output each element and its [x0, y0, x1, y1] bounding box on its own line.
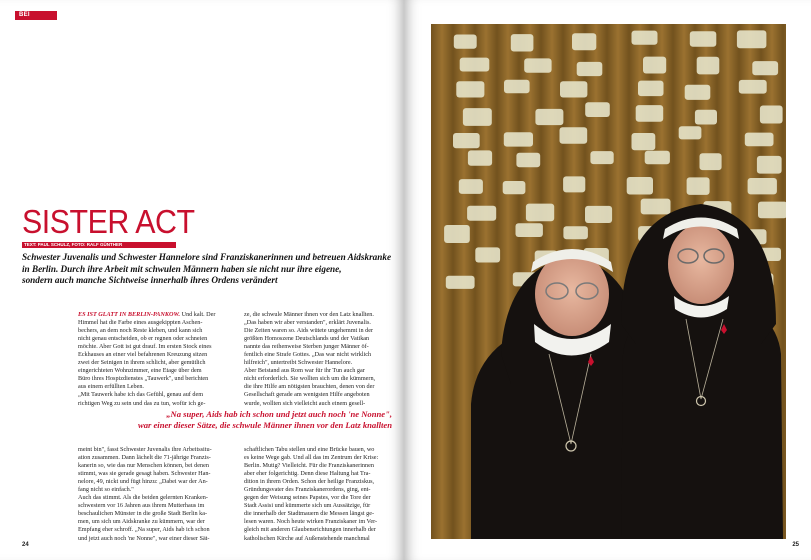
body-line: „Das haben wir aber verstanden", erklärt Juvenalis. [244, 319, 371, 327]
plaque [524, 58, 551, 72]
body-text: Und kalt. Der [180, 311, 216, 318]
plaque [690, 31, 717, 46]
body-line: schaftlichen Tabu stellen und eine Brücke bauen, wo [244, 446, 375, 453]
pull-quote [120, 409, 392, 431]
body-line: gegen der Weisung seines Papstes, vor die Tore der [244, 494, 371, 502]
body-line: größten Homoszene Deutschlands und der Vatikan [244, 335, 370, 343]
plaque [638, 81, 664, 97]
plaque [748, 178, 777, 194]
body-line: Eckhauses an einer viel befahrenen Kreuzung sitzen [78, 351, 208, 359]
plaque [560, 81, 587, 97]
plaque [641, 199, 671, 215]
plaque [590, 151, 613, 164]
plaque [511, 34, 534, 51]
plaque [467, 206, 496, 221]
plaque [535, 109, 563, 125]
plaque [577, 62, 603, 76]
body-line: zwei der Seinigen in ihrem schlicht, aber gemütlich [78, 359, 206, 367]
body-line: fentlich eine Strafe Gottes. „Das war nicht wirklich [244, 351, 372, 359]
pull-quote-line: „Na super, Aids hab ich schon und jetzt auch noch 'ne Nonne", [166, 409, 392, 419]
body-line: Empfang eher schroff. „Na super, Aids hab ich schon [78, 526, 210, 534]
article-lead [22, 252, 392, 287]
plaque [503, 181, 526, 194]
plaque [752, 61, 778, 75]
body-line: nicht erforderlich. Sie wollten sich um die kümmern, [244, 375, 376, 383]
body-line: dition in ihrem Orden. Schon der heilige Franziskus, [244, 478, 375, 486]
plaque [700, 153, 722, 170]
plaque [585, 206, 612, 223]
body-line [78, 311, 234, 319]
plaque [504, 132, 533, 146]
plaque [444, 225, 470, 243]
plaque [685, 85, 711, 100]
plaque [687, 177, 710, 195]
body-line: Büro ihres Hospizdienstes „Tauwerk", und berichten [78, 375, 209, 383]
right-nun [621, 204, 783, 539]
plaque [632, 133, 656, 150]
plaque [636, 105, 664, 122]
plaque [572, 33, 596, 50]
body-line: möchte. Aber Gott ist gut drauf. Im ersten Stock eines [78, 343, 212, 351]
article-headline: SISTER ACT [22, 203, 195, 240]
left-page [0, 0, 404, 560]
lead-line: sondern auch manche Sichtweise innerhalb ihres Ordens verändert [22, 275, 278, 286]
body-line: beschaulichen Münster in die große Stadt Berlin ka- [78, 510, 208, 518]
body-line: stimmt, was sie gerade gesagt haben. Schwester Han- [78, 470, 211, 478]
body-line: gleich mit anderen Glaubensrichtungen innerhalb der [244, 526, 376, 534]
body-column-3 [78, 446, 234, 543]
plaque [468, 150, 492, 165]
body-line: eingerichteten Wohnzimmer, eine Etage über dem [78, 367, 202, 375]
lede-opener: ES IST GLATT IN BERLIN-PANKOW. [78, 311, 181, 318]
plaque [446, 276, 475, 289]
body-line: Die Zeiten waren so. Aids wütete ungehemmt in der [244, 327, 374, 335]
body-line: fang nicht so einfach." [78, 486, 134, 494]
plaque [739, 80, 767, 94]
body-line: die ihre Hilfe am nötigsten brauchten, denen von der [244, 383, 375, 391]
body-column-1 [78, 311, 234, 408]
plaque [697, 57, 720, 75]
plaque [695, 110, 717, 125]
body-line: Stadt Assisi und kümmerte sich um Aussätzige, für [244, 502, 371, 510]
plaque [459, 179, 483, 194]
plaque [526, 204, 554, 222]
body-line: ze, die schwule Männer ihnen vor den Latz knallten. [244, 311, 374, 318]
author-credit: TEXT: PAUL SCHULZ, FOTO: RALF GÜNTHER [22, 242, 176, 248]
body-line: meint bin", fasst Schwester Juvenalis ihre Arbeitssitu- [78, 446, 212, 453]
body-line: aus einem erfüllten Leben. [78, 383, 144, 391]
plaque [757, 156, 782, 174]
body-line: Gründungsvater des Franziskanerordens, ging, ent- [244, 486, 371, 494]
body-line: Berlin. Mutig? Vielleicht. Für die Franziskanerinnen [244, 462, 374, 470]
plaque [679, 126, 702, 139]
plaque [632, 31, 658, 45]
plaque [454, 35, 477, 49]
body-line: Auch das stimmt. Als die beiden gelernten Kranken- [78, 494, 208, 502]
plaque [504, 80, 530, 94]
lead-line: Schwester Juvenalis und Schwester Hannelore sind Franziskanerinnen und betreuen Aidskranke [22, 252, 392, 262]
body-line: wurde, wollten sich vielleicht auch einem gesell- [244, 399, 366, 407]
body-line: nannte das reihenweise Sterben junger Männer öf- [244, 343, 369, 351]
plaque [475, 247, 500, 262]
body-line: nelore, 49, nickt und fügt hinzu: „Dabei war der An- [78, 478, 208, 486]
plaque [758, 202, 786, 219]
body-line: und jetzt auch noch 'ne Nonne", war einer dieser Sät- [78, 534, 210, 542]
body-line: die innerhalb der Stadtmauern die Messen längst ge- [244, 510, 375, 518]
plaque [460, 58, 490, 72]
body-line: Himmel hat die Farbe eines ausgekippten Aschen- [78, 319, 203, 327]
page-number-left: 24 [22, 542, 29, 548]
plaque [737, 30, 767, 48]
photo-illustration [431, 24, 786, 539]
body-line: es keine Wege gab. Und all das im Zentrum der Krise: [244, 454, 379, 462]
body-line: richtigen Weg zu sein und das zu tun, wofür ich ge- [78, 399, 206, 407]
body-column-2 [244, 311, 400, 408]
plaque [563, 226, 588, 239]
body-column-4 [244, 446, 400, 543]
body-line: Aber Beistand aus Rom war für ihr Tun auch gar [244, 367, 365, 375]
body-line: kanerin so, wie das nur Menschen können, bei denen [78, 462, 209, 470]
page-number-right: 25 [792, 542, 799, 548]
body-line: men, um sich um Aidskranke zu kümmern, war der [78, 518, 205, 526]
body-line: lesen waren. Noch heute wirken Franziskaner im Ver- [244, 518, 378, 526]
body-line: ation zusammen. Dann lächelt die 71-jährige Franzis- [78, 454, 211, 462]
body-line: schwestern vor 16 Jahren aus ihrem Mutterhaus im [78, 502, 205, 510]
nuns-photo [431, 24, 786, 539]
lead-line: in Berlin. Durch ihre Arbeit mit schwulen Männern haben sie nicht nur ihre eigene, [22, 263, 342, 274]
plaque [645, 151, 670, 165]
plaque [627, 177, 653, 195]
plaque [453, 133, 480, 148]
section-rubric: BEI BESUCH [15, 11, 57, 20]
plaque [456, 81, 484, 97]
plaque [563, 176, 585, 192]
plaque [585, 102, 610, 117]
plaque [463, 108, 492, 126]
body-line: nicht genau entscheiden, ob er regnen oder schneien [78, 335, 208, 343]
body-line: bechers, an dem noch Reste kleben, und kann sich [78, 327, 203, 335]
plaque [516, 223, 543, 237]
body-line: katholischen Kirche auf Außenstehende manchmal [244, 534, 370, 542]
plaque [643, 57, 666, 74]
plaque [560, 127, 588, 144]
pull-quote-line: war einer dieser Sätze, die schwule Männer ihnen vor den Latz knallten [137, 420, 392, 430]
plaque [760, 106, 783, 124]
plaque [745, 133, 774, 147]
right-page [404, 0, 811, 560]
body-line: aber eher folgerichtig. Denn diese Haltung hat Tra- [244, 470, 371, 478]
plaque [516, 153, 540, 168]
body-line: hilfreich", untertreibt Schwester Hannelore. [244, 359, 353, 367]
body-line: Gesellschaft gerade am wenigsten Hilfe angeboten [244, 391, 370, 399]
body-line: „Mit Tauwerk habe ich das Gefühl, genau auf dem [78, 391, 204, 399]
